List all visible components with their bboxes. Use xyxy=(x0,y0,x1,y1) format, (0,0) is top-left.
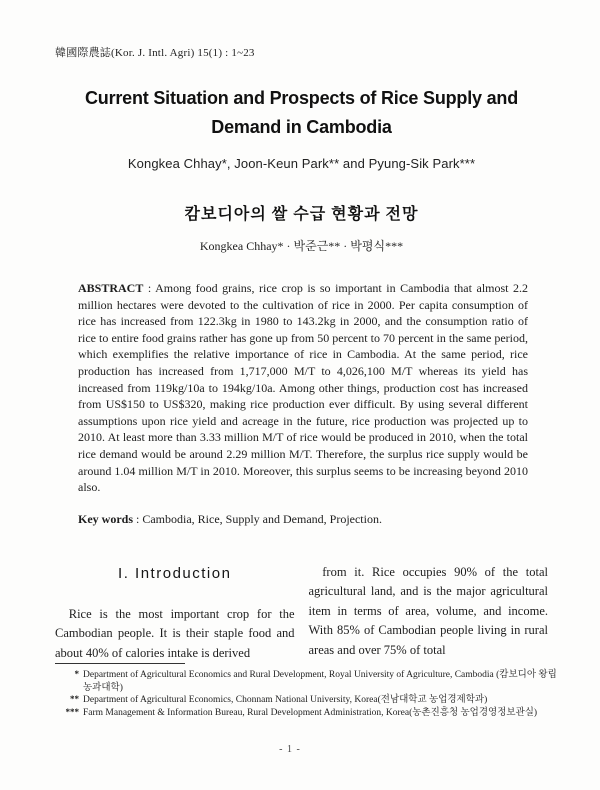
intro-paragraph-right: from it. Rice occupies 90% of the total agricultural land, and is the major agricultural item in terms of area, volume, and income. With 85% of Cambodian people living in rural areas and over 75% of total xyxy=(308,564,548,657)
paper-title xyxy=(55,84,548,142)
journal-citation: 韓國際農誌(Kor. J. Intl. Agri) 15(1) : 1~23 xyxy=(55,47,255,59)
title-block xyxy=(55,84,548,171)
keywords-text: Cambodia, Rice, Supply and Demand, Projection. xyxy=(142,511,382,526)
abstract-separator: : xyxy=(143,281,156,295)
section-heading-introduction: I. Introduction xyxy=(118,564,232,582)
footnote-area xyxy=(55,663,558,719)
left-column xyxy=(55,563,295,664)
footnote-1 xyxy=(55,669,558,694)
abstract-label: ABSTRACT xyxy=(78,281,144,295)
intro-paragraph-left: Rice is the most important crop for the Cambodian people. It is their staple food and about 40% of calories intake is derived xyxy=(55,606,295,660)
abstract-paragraph xyxy=(78,280,528,496)
authors-english: Kongkea Chhay*, Joon-Keun Park** and Pyung-Sik Park*** xyxy=(127,156,476,171)
footnote-3-marker: *** xyxy=(65,706,79,717)
paper-title-line2: Demand in Cambodia xyxy=(211,117,392,137)
footnote-separator-rule xyxy=(55,663,185,664)
footnote-2-text: Department of Agricultural Economics, Chonnam National University, Korea(전남대학교 농업경제학과) xyxy=(83,695,488,705)
paper-title-korean: 캄보디아의 쌀 수급 현황과 전망 xyxy=(184,206,419,223)
footnote-3 xyxy=(55,707,558,720)
two-column-body xyxy=(55,563,548,664)
footnote-3-text: Farm Management & Information Bureau, Rural Development Administration, Korea(농촌진흥청 농업경영정보관실) xyxy=(83,707,538,718)
right-column xyxy=(309,563,549,664)
keywords-label: Key words xyxy=(78,511,133,526)
footnote-1-text: Department of Agricultural Economics and Rural Development, Royal University of Agriculture, Cambodia (캄보디아 왕립 농과대학) xyxy=(83,670,557,693)
footnote-1-marker: * xyxy=(74,669,79,679)
page-number: - 1 - xyxy=(279,744,301,755)
abstract-text: Among food grains, rice crop is so important in Cambodia that almost 2.2 million hectares were devoted to the cultivation of rice in 2000. Per capita consumption of rice has increased from 122.3kg in 1980 to 143.2kg in 2000, and the consumption ratio of rice to entire food grains rather has gone up from 50 percent to 70 percent in the same period, which exemplifies the relative importance of rice in Cambodia. At the same period, rice production has increased from 1,717,000 M/T to 4,026,100 M/T whereas its yield has increased from 119kg/10a to 194kg/10a. Among other things, production cost has increased from US$150 to US$320, making rice production ever difficult. By using several different assumptions upon rice yield and acreage in the future, rice production was projected up to 2010. At least more than 3.33 million M/T of rice would be produced in 2010, when the total rice demand would be around 2.29 million M/T. Therefore, the surplus rice supply would be around 1.04 million M/T in 2010. Moreover, this surplus seems to be increasing beyond 2010 also. xyxy=(78,281,529,495)
footnote-2-marker: ** xyxy=(70,694,79,704)
keywords-line xyxy=(78,512,528,527)
keywords-separator: : xyxy=(133,511,143,526)
footnote-2 xyxy=(55,694,558,707)
authors-korean: Kongkea Chhay* · 박준근** · 박평식*** xyxy=(199,239,404,253)
paper-title-line1: Current Situation and Prospects of Rice Supply and xyxy=(84,88,519,108)
